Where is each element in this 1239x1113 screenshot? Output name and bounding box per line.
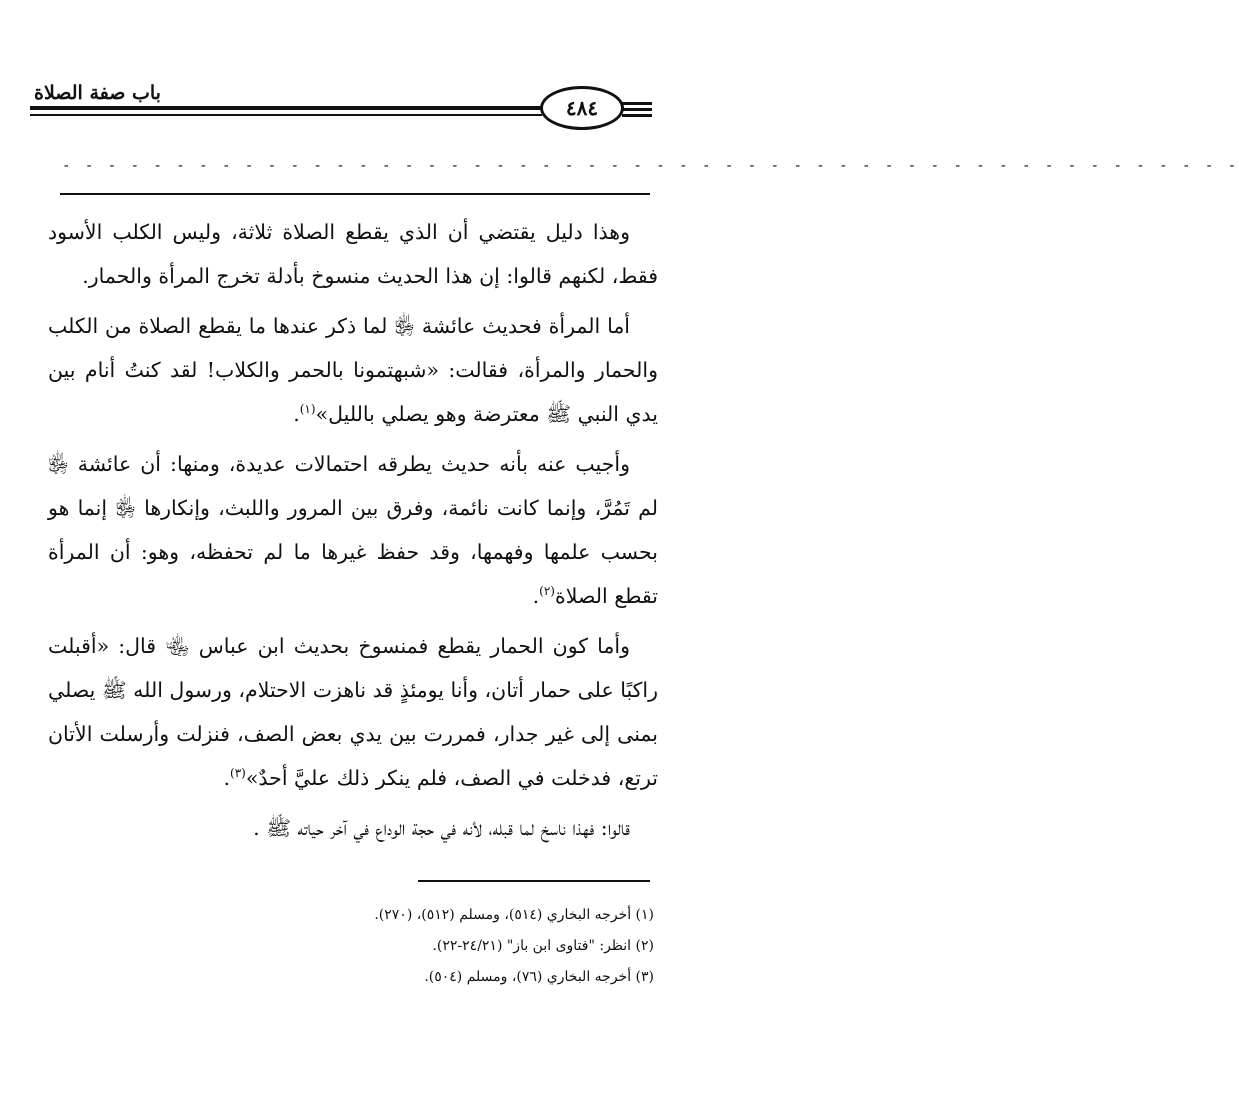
paragraph-3 (48, 442, 658, 618)
paragraph-text: قالوا: فهذا ناسخ لما قبله، لأنه في حجة الوداع في آخر حياته ﷺ . (253, 816, 630, 840)
main-text (48, 210, 658, 856)
header-rule-right-mid (622, 108, 652, 111)
paragraph-2 (48, 304, 658, 436)
header-rule-left-top (30, 106, 542, 110)
footnote-3: (٣) أخرجه البخاري (٧٦)، ومسلم (٥٠٤). (424, 969, 654, 985)
paragraph-tail: . (293, 402, 300, 426)
page-number-badge (540, 86, 624, 130)
paragraph-4 (48, 624, 658, 800)
footnote-ref: (١) (299, 402, 316, 417)
paragraph-5 (48, 806, 658, 850)
separator-rule (60, 193, 650, 195)
footnote-ref: (٣) (230, 766, 246, 781)
footnote-ref: (٢) (539, 584, 555, 599)
paragraph-text: أما المرأة فحديث عائشة ﵂ لما ذكر عندها ما يقطع الصلاة من الكلب والحمار والمرأة، فقالت: «شبهتمونا بالحمر والكلاب! لقد كنتُ أنام بين يدي النبي ﷺ معترضة وهو يصلي بالليل» (48, 314, 658, 426)
paragraph-1 (48, 210, 658, 298)
header-rule-right-bottom (622, 114, 652, 117)
page-number: ٤٨٤ (565, 96, 599, 120)
paragraph-text: وأجيب عنه بأنه حديث يطرقه احتمالات عديدة، ومنها: أن عائشة ﵂ لم تَمُرَّ، وإنما كانت نائمة، وفرق بين المرور واللبث، وإنكارها ﵂ إنما هو بحسب علمها وفهمها، وقد حفظ غيرها ما لم تحفظه، وهو: أن المرأة تقطع الصلاة (48, 452, 658, 608)
dashed-separator: - - - - - - - - - - - - - - - - - - - - - - - - - - - - - - - - - - - - - - - - - - - - - - - - - - - - (62, 158, 1239, 174)
paragraph-tail: . (532, 584, 540, 608)
footnote-rule (418, 880, 650, 882)
footnote-2: (٢) انظر: "فتاوى ابن باز" (٢٤/٢١-٢٢). (432, 938, 654, 954)
footnotes (60, 900, 654, 993)
paragraph-text: وهذا دليل يقتضي أن الذي يقطع الصلاة ثلاثة، وليس الكلب الأسود فقط، لكنهم قالوا: إن هذا الحديث منسوخ بأدلة تخرج المرأة والحمار. (48, 220, 658, 288)
paragraph-text: وأما كون الحمار يقطع فمنسوخ بحديث ابن عباس ﵄ قال: «أقبلت راكبًا على حمار أتان، وأنا يومئذٍ قد ناهزت الاحتلام، ورسول الله ﷺ يصلي بمنى إلى غير جدار، فمررت بين يدي بعض الصف، فنزلت وأرسلت الأتان ترتع، فدخلت في الصف، فلم ينكر ذلك عليَّ أحدٌ» (48, 634, 658, 790)
header-rule-left-bottom (30, 114, 542, 116)
paragraph-tail: . (223, 766, 231, 790)
footnote-1: (١) أخرجه البخاري (٥١٤)، ومسلم (٥١٢)، (٢٧٠). (374, 907, 654, 923)
chapter-title: باب صفة الصلاة (34, 82, 161, 104)
header-rule-right-top (622, 102, 652, 105)
